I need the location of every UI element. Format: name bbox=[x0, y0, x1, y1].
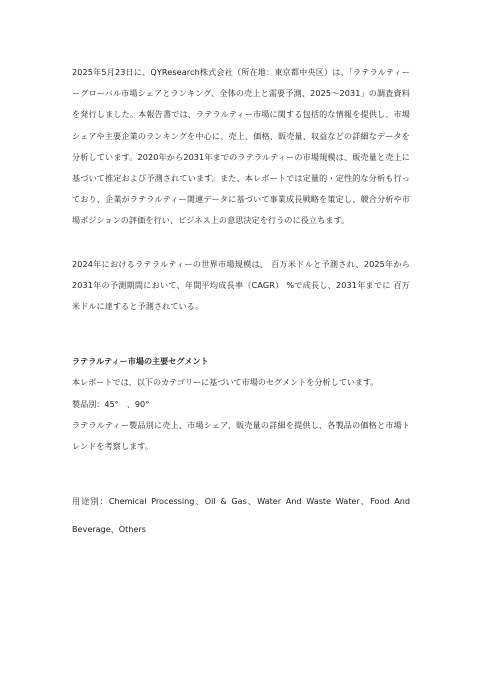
product-detail-paragraph: ラテラルティー製品別に売上、市場シェア、販売量の詳細を提供し、各製品の価格と市場トレンドを考察します。 bbox=[72, 419, 410, 452]
spacer bbox=[72, 457, 410, 487]
segment-intro: 本レポートでは、以下のカテゴリーに基づいて市場のセグメントを分析しています。 bbox=[72, 377, 379, 388]
spacer bbox=[72, 317, 410, 351]
intro-paragraph: 2025年5月23日に、QYResearch株式会社（所在地：東京都中央区）は、「ラテラルティーーグローバル市場シェアとランキング、全体の売上と需要予測、2025〜2031」の調査資料を発行しました。本報告書では、ラテラルティー市場に関する包括的な情報を提供し、市場シェアや主要企業のランキングを中心に、売上、価格、販売量、収益などの詳細なデータを分析しています。2020年から2031年までのラテラルティーの市場規模は、販売量と売上に基づいて推定および予測されています。また、本レポートでは定量的・定性的な分析も行っており、企業がラテラルティー関連データに基づいて事業成長戦略を策定し、競合分析や市場ポジションの評価を行い、ビジネス上の意思決定を行うのに役立ちます。 bbox=[72, 67, 410, 226]
market-size-paragraph: 2024年におけるラテラルティーの世界市場規模は、 百万米ドルと予測され、2025年から2031年の予測期間において、年間平均成長率（CAGR） %で成長し、2031年までに 百万米ドルに達すると予測されている。 bbox=[72, 258, 410, 312]
document-page bbox=[72, 62, 410, 543]
segment-heading: ラテラルティー市場の主要セグメント bbox=[72, 356, 209, 367]
application-line: 用途別：Chemical Processing、Oil & Gas、Water And Waste Water、Food And Beverage、Others bbox=[72, 496, 410, 535]
product-type-line: 製品別：45° 、90° bbox=[72, 398, 150, 409]
spacer bbox=[72, 232, 410, 254]
